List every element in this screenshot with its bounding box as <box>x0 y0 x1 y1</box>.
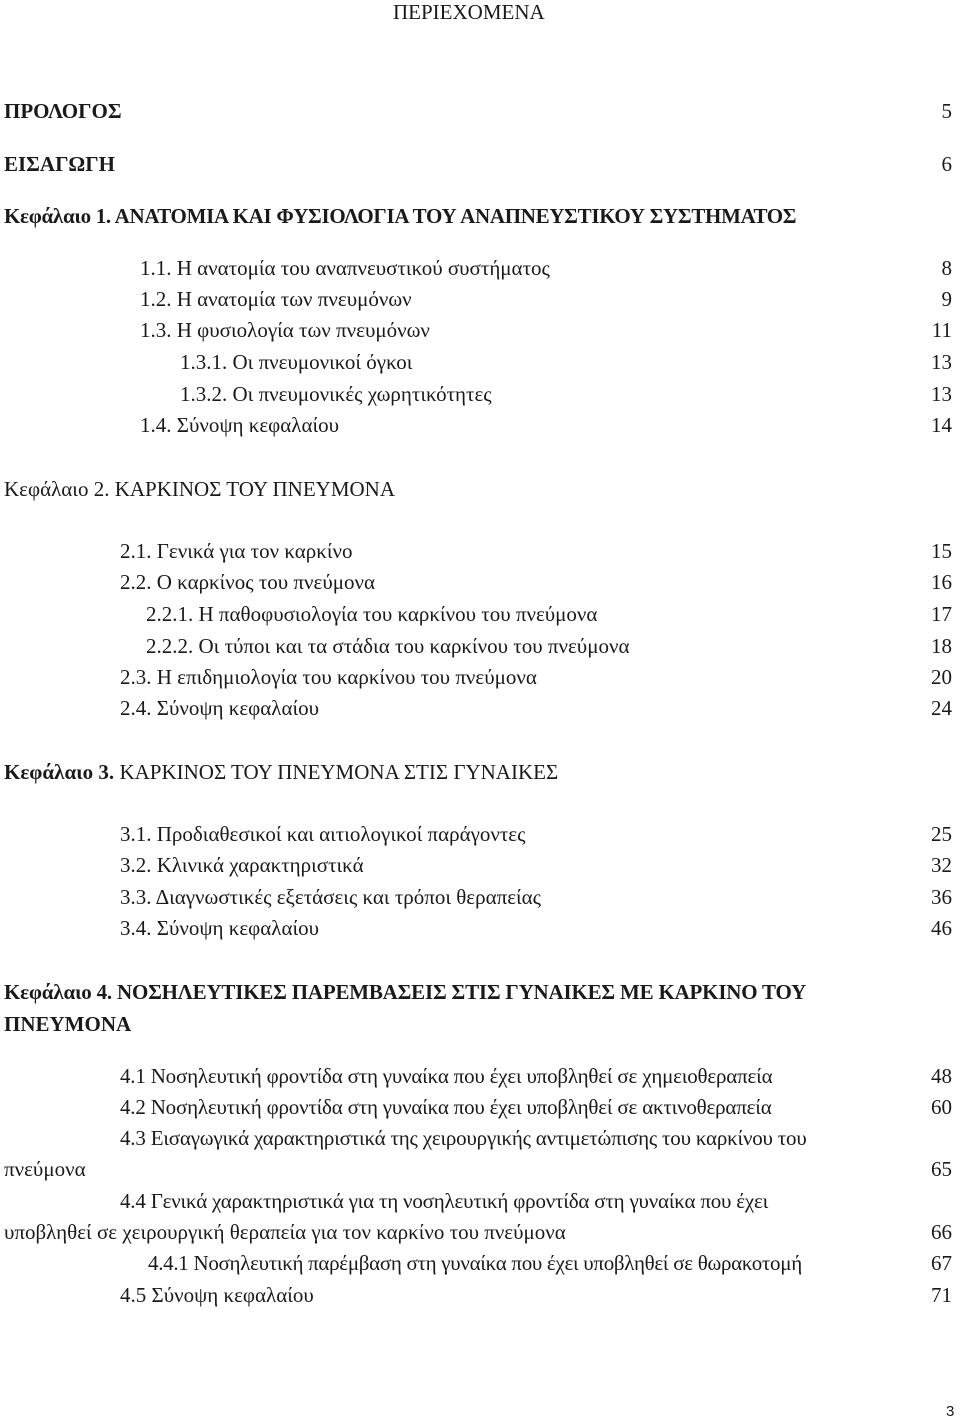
chapter-2-prefix: Κεφάλαιο 2. <box>4 477 110 501</box>
toc-entry: 2.2.2. Οι τύποι και τα στάδια του καρκίνου του πνεύμονα <box>146 634 630 658</box>
toc-page: 66 <box>931 1220 952 1244</box>
toc-entry: 1.1. Η ανατομία του αναπνευστικού συστήματος <box>140 256 550 280</box>
toc-entry: 4.2 Νοσηλευτική φροντίδα στη γυναίκα που έχει υποβληθεί σε ακτινοθεραπεία <box>120 1095 772 1119</box>
chapter-4-heading-line2: ΠΝΕΥΜΟΝΑ <box>4 1012 132 1036</box>
toc-entry-line2: πνεύμονα <box>4 1157 86 1181</box>
toc-page: 65 <box>931 1157 952 1181</box>
toc-page: 36 <box>931 885 952 909</box>
chapter-3-heading <box>4 762 558 783</box>
chapter-2-heading <box>4 479 395 500</box>
toc-page-introduction: 6 <box>941 152 952 176</box>
toc-page: 18 <box>931 634 952 658</box>
toc-page: 8 <box>941 256 952 280</box>
toc-entry: 2.2.1. Η παθοφυσιολογία του καρκίνου του πνεύμονα <box>146 602 598 626</box>
toc-entry: 3.4. Σύνοψη κεφαλαίου <box>120 916 319 940</box>
toc-page: 60 <box>931 1095 952 1119</box>
toc-entry: 1.2. Η ανατομία των πνευμόνων <box>140 287 412 311</box>
toc-page: 25 <box>931 822 952 846</box>
toc-page: 11 <box>931 318 952 342</box>
toc-page: 9 <box>941 287 952 311</box>
toc-entry: 2.2. Ο καρκίνος του πνεύμονα <box>120 570 375 594</box>
toc-entry-line1: 4.3 Εισαγωγικά χαρακτηριστικά της χειρουργικής αντιμετώπισης του καρκίνου του <box>120 1126 807 1150</box>
toc-page-prologue: 5 <box>941 99 952 123</box>
chapter-3-prefix: Κεφάλαιο 3. <box>4 760 115 784</box>
toc-page: 24 <box>931 696 952 720</box>
toc-entry: 1.3.1. Οι πνευμονικοί όγκοι <box>180 350 413 374</box>
toc-page: 17 <box>931 602 952 626</box>
page-title: ΠΕΡΙΕΧΟΜΕΝΑ <box>393 0 545 24</box>
chapter-1-heading: Κεφάλαιο 1. ΑΝΑΤΟΜΙΑ ΚΑΙ ΦΥΣΙΟΛΟΓΙΑ ΤΟΥ ΑΝΑΠΝΕΥΣΤΙΚΟΥ ΣΥΣΤΗΜΑΤΟΣ <box>4 204 797 228</box>
toc-entry: 1.4. Σύνοψη κεφαλαίου <box>140 413 339 437</box>
toc-page: 46 <box>931 916 952 940</box>
toc-page: 16 <box>931 570 952 594</box>
toc-page: 20 <box>931 665 952 689</box>
toc-entry: 4.5 Σύνοψη κεφαλαίου <box>120 1283 314 1307</box>
toc-page: 48 <box>931 1064 952 1088</box>
toc-entry: 1.3. Η φυσιολογία των πνευμόνων <box>140 318 430 342</box>
toc-page: 15 <box>931 539 952 563</box>
toc-page: 13 <box>931 382 952 406</box>
chapter-2-title: ΚΑΡΚΙΝΟΣ ΤΟΥ ΠΝΕΥΜΟΝΑ <box>114 477 395 501</box>
toc-entry: 3.2. Κλινικά χαρακτηριστικά <box>120 853 364 877</box>
toc-page: 13 <box>931 350 952 374</box>
page-number: 3 <box>946 1403 955 1420</box>
chapter-4-heading-line1: Κεφάλαιο 4. ΝΟΣΗΛΕΥΤΙΚΕΣ ΠΑΡΕΜΒΑΣΕΙΣ ΣΤΙΣ ΓΥΝΑΙΚΕΣ ΜΕ ΚΑΡΚΙΝΟ ΤΟΥ <box>4 980 807 1004</box>
toc-entry-introduction: ΕΙΣΑΓΩΓΗ <box>4 152 115 176</box>
toc-entry: 3.3. Διαγνωστικές εξετάσεις και τρόποι θεραπείας <box>120 885 541 909</box>
toc-page: 71 <box>931 1283 952 1307</box>
toc-entry: 2.3. Η επιδημιολογία του καρκίνου του πνεύμονα <box>120 665 537 689</box>
toc-entry: 2.4. Σύνοψη κεφαλαίου <box>120 696 319 720</box>
toc-page: 14 <box>931 413 952 437</box>
toc-entry: 4.4.1 Νοσηλευτική παρέμβαση στη γυναίκα που έχει υποβληθεί σε θωρακοτομή <box>148 1251 802 1275</box>
toc-entry: 2.1. Γενικά για τον καρκίνο <box>120 539 353 563</box>
chapter-3-title: ΚΑΡΚΙΝΟΣ ΤΟΥ ΠΝΕΥΜΟΝΑ ΣΤΙΣ ΓΥΝΑΙΚΕΣ <box>119 760 559 784</box>
toc-entry: 3.1. Προδιαθεσικοί και αιτιολογικοί παράγοντες <box>120 822 526 846</box>
toc-entry-line2: υποβληθεί σε χειρουργική θεραπεία για τον καρκίνο του πνεύμονα <box>4 1220 566 1244</box>
toc-entry: 4.1 Νοσηλευτική φροντίδα στη γυναίκα που έχει υποβληθεί σε χημειοθεραπεία <box>120 1064 773 1088</box>
toc-entry-prologue: ΠΡΟΛΟΓΟΣ <box>4 99 122 123</box>
toc-entry: 1.3.2. Οι πνευμονικές χωρητικότητες <box>180 382 492 406</box>
toc-page: 32 <box>931 853 952 877</box>
toc-page: 67 <box>931 1251 952 1275</box>
toc-entry-line1: 4.4 Γενικά χαρακτηριστικά για τη νοσηλευτική φροντίδα στη γυναίκα που έχει <box>120 1189 769 1213</box>
